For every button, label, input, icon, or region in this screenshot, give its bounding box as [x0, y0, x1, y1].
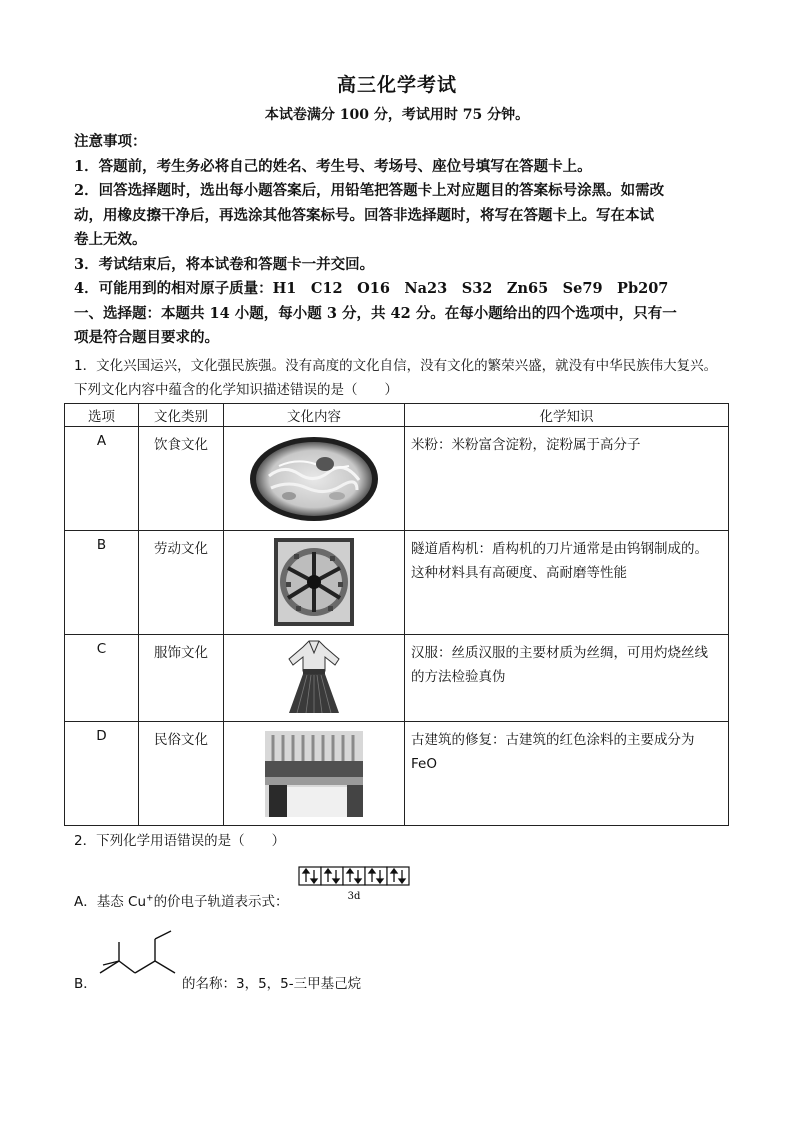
rice-noodle-photo [224, 427, 405, 531]
header-content: 文化内容 [224, 404, 405, 427]
section-heading: 项是符合题目要求的。 [74, 329, 219, 346]
table-row [65, 531, 729, 635]
option-letter: D [65, 722, 139, 826]
q1-line-1: 1．文化兴国运兴，文化强民族强。没有高度的文化自信，没有文化的繁荣兴盛，就没有中华民族伟大复兴。 [74, 358, 718, 374]
option-letter: A [65, 427, 139, 531]
knowledge-line: 汉服：丝质汉服的主要材质为丝绸，可用灼烧丝线 [411, 645, 708, 661]
charge-superscript: + [146, 893, 154, 904]
chemistry-knowledge [405, 635, 729, 722]
orbital-label: 3d [347, 891, 361, 902]
question-1-stem [74, 354, 744, 402]
option-letter: C [65, 635, 139, 722]
option-b-letter: B． [74, 976, 97, 992]
chemistry-knowledge [405, 427, 729, 531]
knowledge-line: 这种材料具有高硬度、高耐磨等性能 [411, 565, 627, 581]
note-line: 2．回答选择题时，选出每小题答案后，用铅笔把答题卡上对应题目的答案标号涂黑。如需改 [74, 182, 665, 199]
knowledge-line: 的方法检验真伪 [411, 669, 506, 685]
option-a-suffix: 的价电子轨道表示式： [153, 894, 289, 910]
option-letter: B [65, 531, 139, 635]
note-line: 3．考试结束后，将本试卷和答题卡一并交回。 [74, 255, 375, 273]
culture-category: 民俗文化 [139, 722, 224, 826]
header-option: 选项 [65, 404, 139, 427]
knowledge-line: FeO [411, 756, 437, 772]
header-knowledge: 化学知识 [405, 404, 729, 427]
exam-subtitle: 本试卷满分 100 分，考试用时 75 分钟。 [264, 107, 530, 123]
option-a [74, 890, 289, 910]
note-line: 卷上无效。 [74, 231, 147, 248]
tunnel-boring-machine-photo [224, 531, 405, 635]
knowledge-line: 米粉：米粉富含淀粉，淀粉属于高分子 [411, 437, 641, 453]
table-row [65, 427, 729, 531]
option-a-prefix: A．基态 Cu [74, 894, 147, 910]
ancient-building-photo [224, 722, 405, 826]
note-line: 1．答题前，考生务必将自己的姓名、考生号、考场号、座位号填写在答题卡上。 [74, 157, 592, 175]
knowledge-line: 隧道盾构机：盾构机的刀片通常是由钨钢制成的。 [411, 541, 708, 557]
culture-category: 服饰文化 [139, 635, 224, 722]
note-line: 4．可能用到的相对原子质量：H1 C12 O16 Na23 S32 Zn65 Se79 Pb207 [74, 280, 669, 297]
notes-heading: 注意事项： [74, 133, 147, 150]
table-row [65, 722, 729, 826]
skeletal-formula [95, 925, 185, 984]
table-row [65, 635, 729, 722]
knowledge-line: 古建筑的修复：古建筑的红色涂料的主要成分为 [411, 732, 695, 748]
question-1-table [64, 403, 729, 826]
exam-title: 高三化学考试 [336, 74, 457, 96]
header-category: 文化类别 [139, 404, 224, 427]
section-heading: 一、选择题：本题共 14 小题，每小题 3 分，共 42 分。在每小题给出的四个选项中，只有一 [74, 304, 677, 322]
culture-category: 劳动文化 [139, 531, 224, 635]
culture-category: 饮食文化 [139, 427, 224, 531]
hanfu-photo [224, 635, 405, 722]
table-header-row [65, 404, 729, 427]
question-2-stem: 2．下列化学用语错误的是（ ） [74, 833, 286, 849]
notes-section [74, 130, 734, 351]
orbital-diagram [298, 866, 413, 908]
option-b-text: 的名称：3，5，5-三甲基己烷 [182, 976, 362, 992]
note-line: 动，用橡皮擦干净后，再选涂其他答案标号。回答非选择题时，将写在答题卡上。写在本试 [74, 206, 654, 224]
chemistry-knowledge [405, 722, 729, 826]
q1-line-2: 下列文化内容中蕴含的化学知识描述错误的是（ ） [74, 382, 398, 398]
chemistry-knowledge [405, 531, 729, 635]
